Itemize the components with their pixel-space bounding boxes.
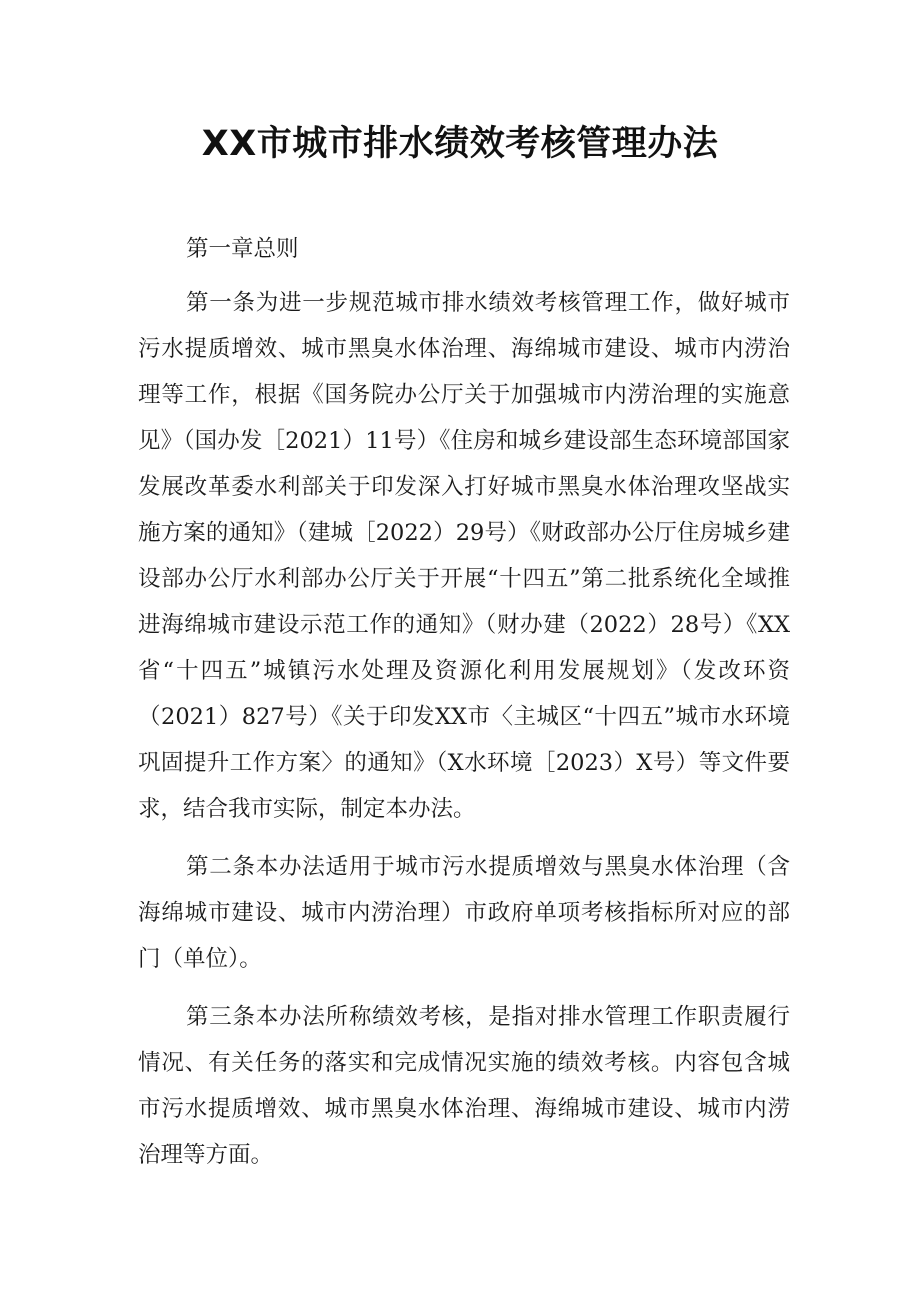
article-3-paragraph: 第三条本办法所称绩效考核，是指对排水管理工作职责履行情况、有关任务的落实和完成情况实施的绩效考核。内容包含城市污水提质增效、城市黑臭水体治理、海绵城市建设、城市内涝治理等方面。 xyxy=(138,1004,790,1168)
article-1-paragraph: 第一条为进一步规范城市排水绩效考核管理工作，做好城市污水提质增效、城市黑臭水体治理、海绵城市建设、城市内涝治理等工作，根据《国务院办公厅关于加强城市内涝治理的实施意见》（国办发［2021）11号）《住房和城乡建设部生态环境部国家发展改革委水利部关于印发深入打好城市黑臭水体治理攻坚战实施方案的通知》（建城［2022）29号）《财政部办公厅住房城乡建设部办公厅水利部办公厅关于开展“十四五”第二批系统化全域推进海绵城市建设示范工作的通知》（财办建（2022）28号）《XX省“十四五”城镇污水处理及资源化利用发展规划》（发改环资（2021）827号）《关于印发XX市〈主城区“十四五”城市水环境巩固提升工作方案〉的通知》（X水环境［2023）X号）等文件要求，结合我市实际，制定本办法。 xyxy=(138,290,790,822)
document-title: XX市城市排水绩效考核管理办法 xyxy=(201,124,719,164)
chapter-heading: 第一章总则 xyxy=(186,236,299,262)
document-body xyxy=(138,226,790,1178)
article-2-paragraph: 第二条本办法适用于城市污水提质增效与黑臭水体治理（含海绵城市建设、城市内涝治理）市政府单项考核指标所对应的部门（单位）。 xyxy=(138,854,790,972)
